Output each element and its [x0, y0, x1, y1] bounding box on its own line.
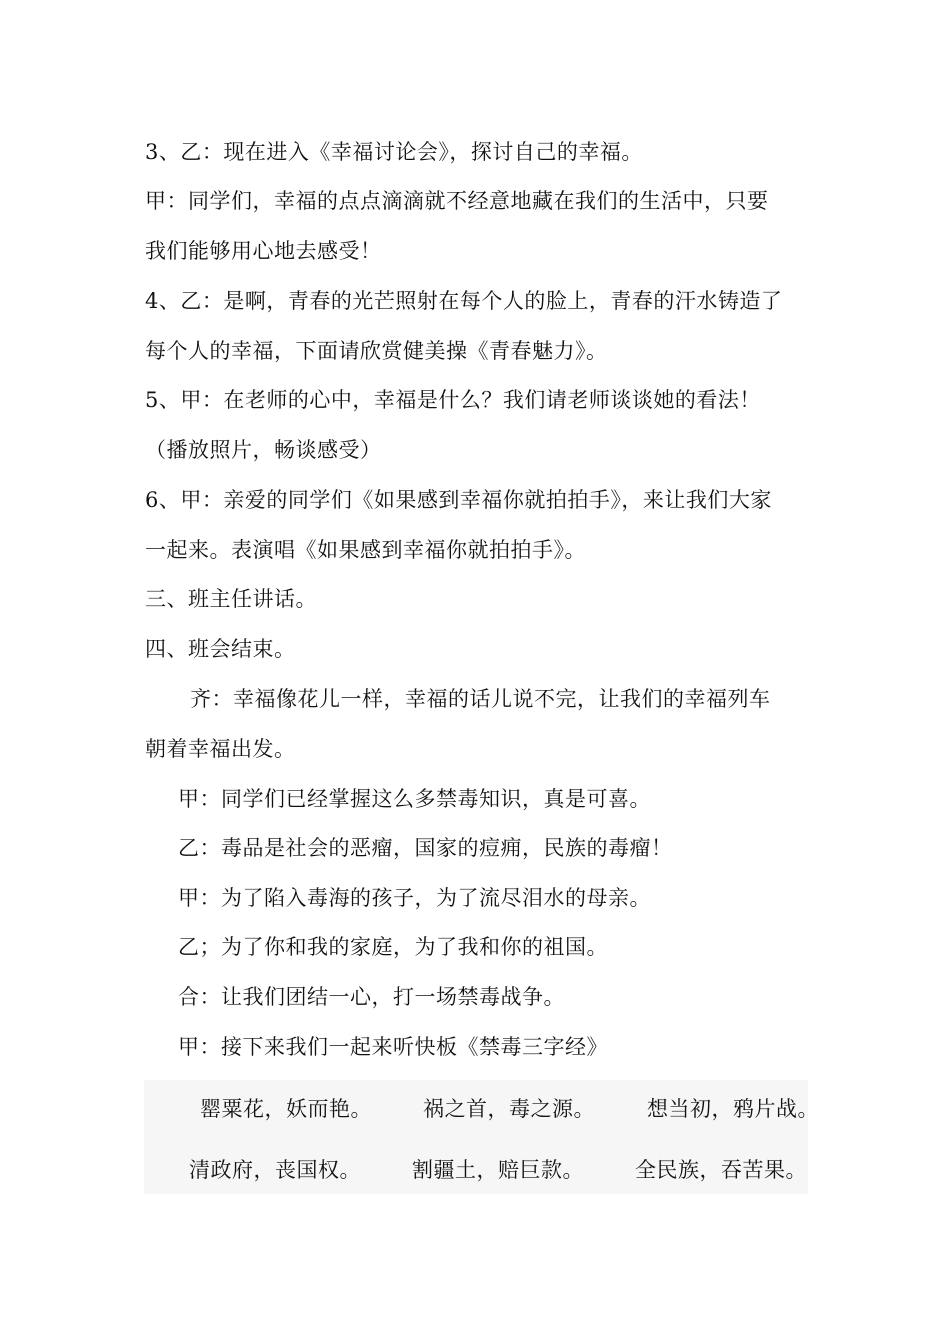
- text-line: 每个人的幸福，下面请欣赏健美操《青春魅力》。: [145, 339, 608, 363]
- text-line: 甲：同学们，幸福的点点滴滴就不经意地藏在我们的生活中，只要: [145, 189, 769, 213]
- verse-cell: 罂粟花，妖而艳。: [200, 1097, 372, 1121]
- text-line: 我们能够用心地去感受！: [145, 239, 382, 263]
- text-line: 3、乙：现在进入《幸福讨论会》，探讨自己的幸福。: [145, 140, 643, 164]
- verse-cell: 想当初，鸦片战。: [647, 1097, 819, 1121]
- text-line: 四、班会结束。: [145, 637, 296, 661]
- verse-cell: 全民族，吞苦果。: [635, 1158, 807, 1182]
- text-line: 甲：为了陷入毒海的孩子，为了流尽泪水的母亲。: [178, 886, 651, 910]
- text-line: 一起来。表演唱《如果感到幸福你就拍拍手》。: [145, 538, 586, 562]
- verse-cell: 清政府，丧国权。: [189, 1158, 361, 1182]
- text-line: 朝着幸福出发。: [145, 737, 296, 761]
- text-line: （播放照片，畅谈感受）: [145, 438, 382, 462]
- verse-cell: 割疆土，赔巨款。: [412, 1158, 584, 1182]
- text-line: 乙：毒品是社会的恶瘤，国家的痘痈，民族的毒瘤！: [178, 836, 673, 860]
- text-line: 三、班主任讲话。: [145, 587, 317, 611]
- text-line: 甲：同学们已经掌握这么多禁毒知识，真是可喜。: [178, 787, 651, 811]
- text-line: 4、乙：是啊，青春的光芒照射在每个人的脸上，青春的汗水铸造了: [145, 289, 783, 313]
- text-line: 甲：接下来我们一起来听快板《禁毒三字经》: [178, 1035, 608, 1059]
- text-line: 合：让我们团结一心，打一场禁毒战争。: [178, 985, 565, 1009]
- text-line: 5、甲：在老师的心中，幸福是什么？我们请老师谈谈她的看法！: [145, 388, 761, 412]
- text-line: 乙；为了你和我的家庭，为了我和你的祖国。: [178, 935, 608, 959]
- verse-cell: 祸之首，毒之源。: [423, 1097, 595, 1121]
- text-line: 6、甲：亲爱的同学们《如果感到幸福你就拍拍手》，来让我们大家: [145, 488, 772, 512]
- text-line: 齐：幸福像花儿一样，幸福的话儿说不完，让我们的幸福列车: [190, 687, 771, 711]
